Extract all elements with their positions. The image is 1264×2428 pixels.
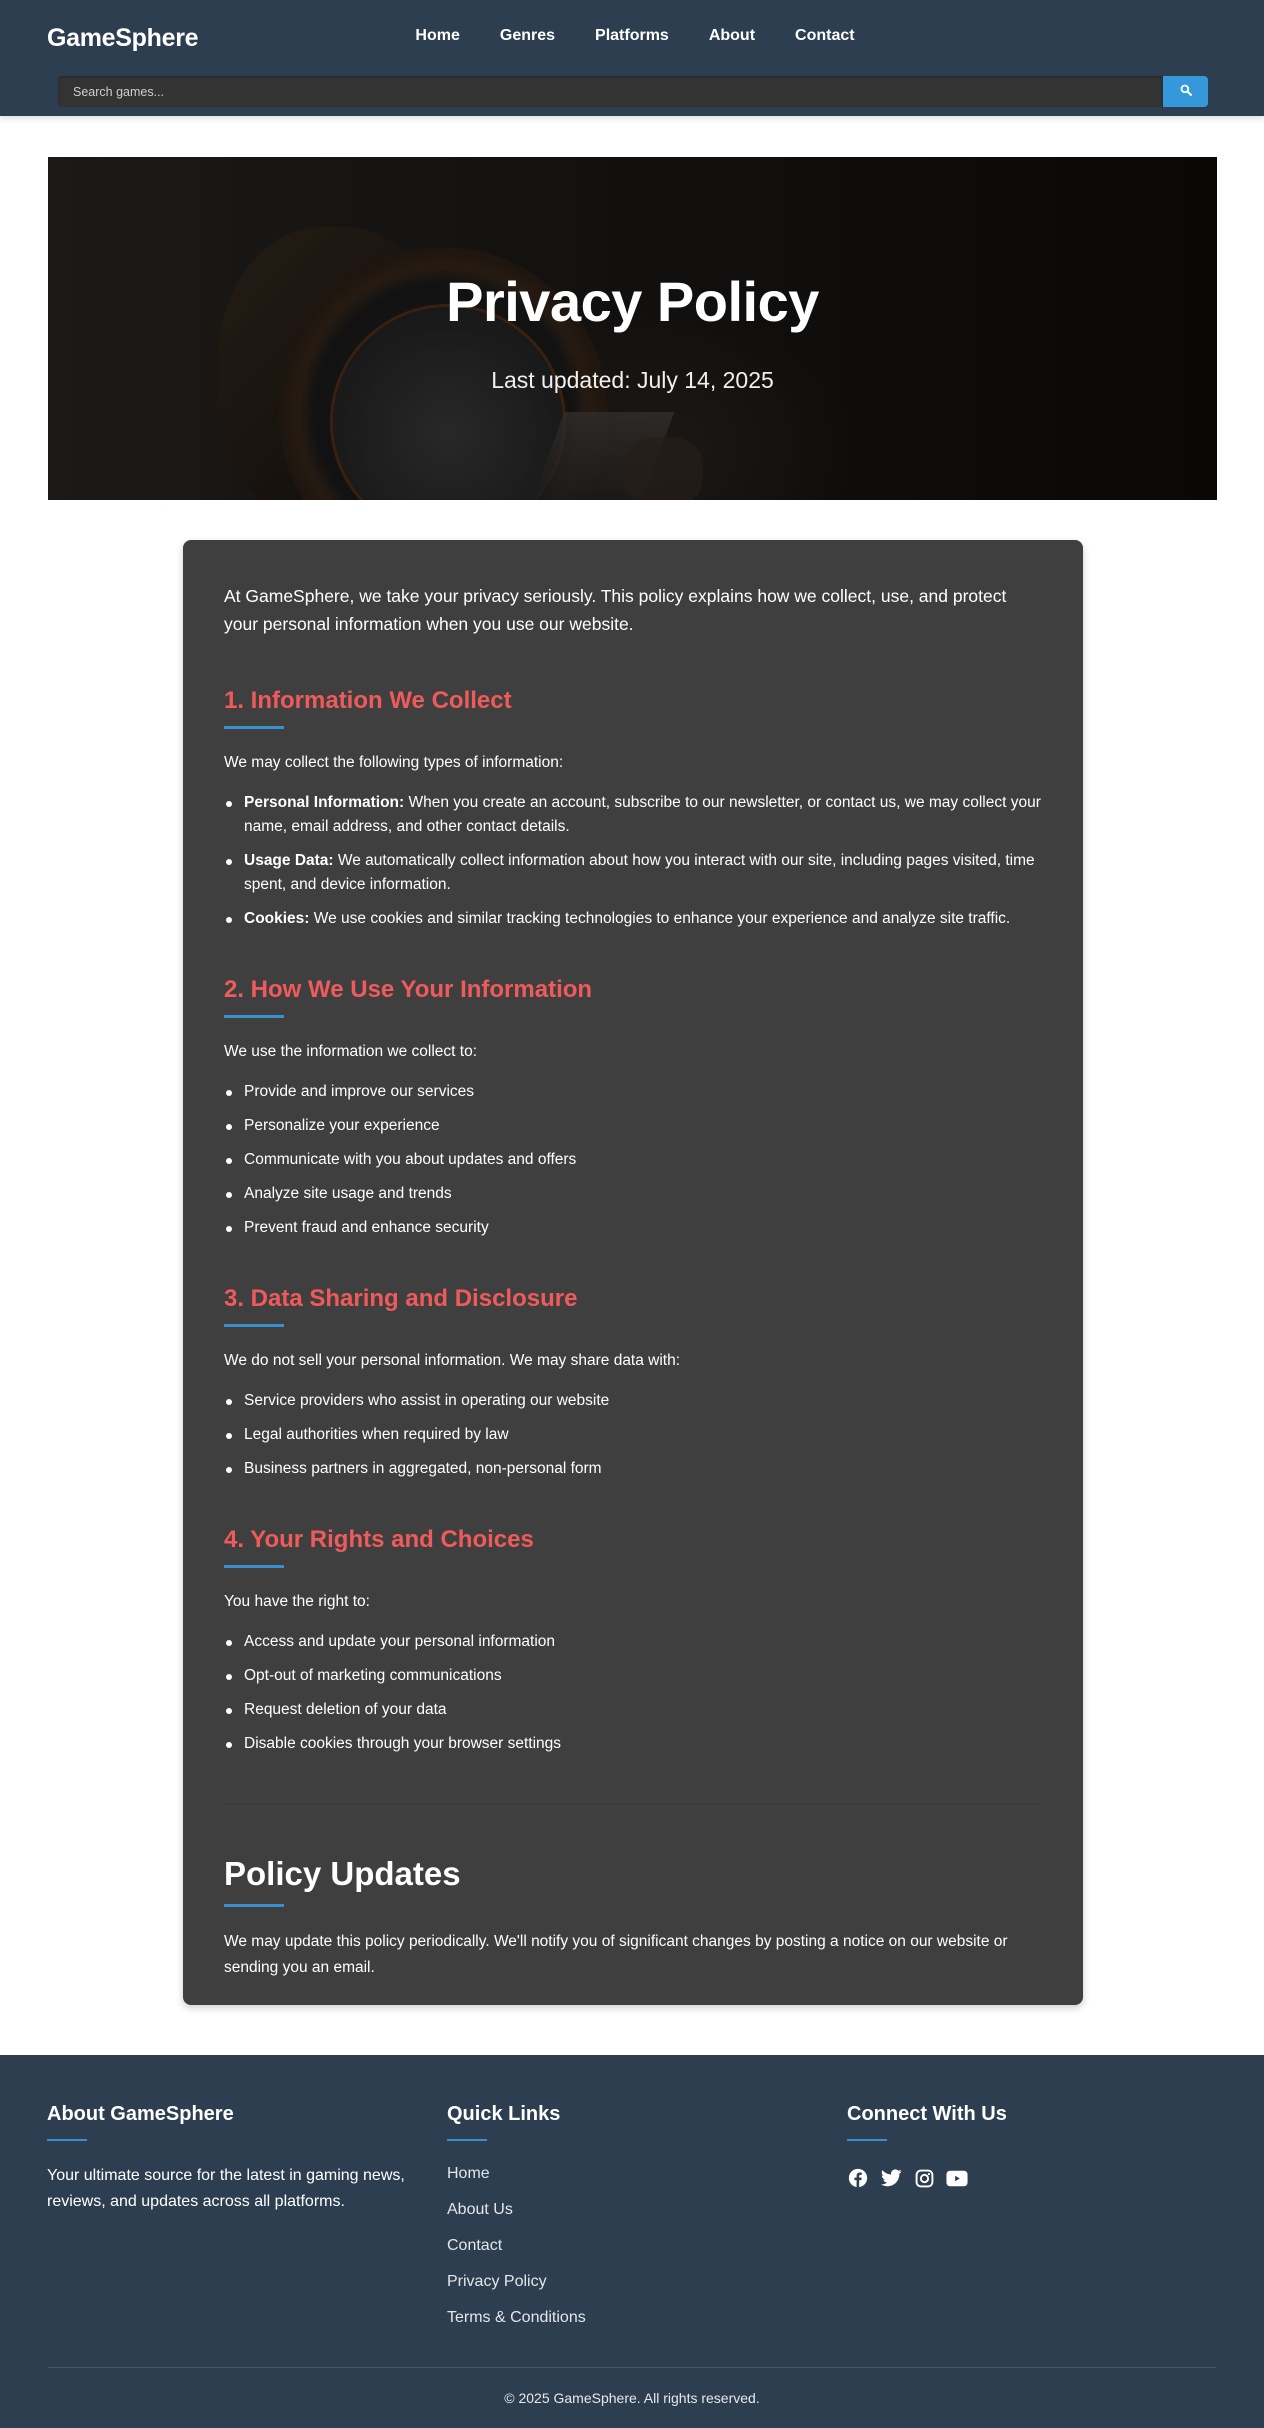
title-underline — [224, 726, 284, 729]
title-underline — [224, 1324, 284, 1327]
updates-text: We may update this policy periodically. We'll notify you of significant changes by posting a notice on our website or sending you an email. — [224, 1933, 1008, 1976]
list-item: Opt-out of marketing communications — [224, 1664, 1042, 1688]
list-item: Business partners in aggregated, non-personal form — [224, 1457, 1042, 1481]
title-underline — [224, 1904, 284, 1907]
title-underline — [47, 2139, 87, 2141]
footer-link-contact[interactable]: Contact — [447, 2237, 503, 2254]
list-item: Personalize your experience — [224, 1114, 1042, 1138]
list-item: Disable cookies through your browser settings — [224, 1732, 1042, 1756]
list-item: Prevent fraud and enhance security — [224, 1216, 1042, 1240]
section-lead: We do not sell your personal information. We may share data with: — [224, 1352, 681, 1369]
section-lead: We use the information we collect to: — [224, 1043, 478, 1060]
footer-links-title: Quick Links — [447, 2103, 561, 2125]
footer-connect-title: Connect With Us — [847, 2103, 1007, 2125]
section-list — [224, 791, 1042, 931]
title-underline — [224, 1015, 284, 1018]
list-item — [224, 849, 1042, 897]
copyright-text: © 2025 GameSphere. All rights reserved. — [504, 2390, 760, 2406]
intro-paragraph: At GameSphere, we take your privacy seriously. This policy explains how we collect, use, and protect your personal information when you use our website. — [224, 586, 1007, 634]
item-text: We automatically collect information about how you interact with our site, including pages visited, time spent, and device information. — [244, 852, 1035, 893]
nav-platforms[interactable]: Platforms — [595, 27, 669, 44]
section-list — [224, 1389, 1042, 1481]
youtube-icon[interactable] — [946, 2167, 968, 2189]
title-underline — [447, 2139, 487, 2141]
search-bar — [58, 76, 1208, 107]
instagram-icon[interactable] — [913, 2167, 935, 2189]
footer-about — [47, 2101, 417, 2215]
section-list — [224, 1630, 1042, 1756]
nav-home[interactable]: Home — [415, 27, 460, 44]
section-policy-updates — [224, 1854, 1042, 1981]
footer-about-text: Your ultimate source for the latest in gaming news, reviews, and updates across all platforms. — [47, 2167, 405, 2210]
list-item: Service providers who assist in operating our website — [224, 1389, 1042, 1413]
footer-link-about-us[interactable]: About Us — [447, 2201, 513, 2218]
search-icon — [1180, 84, 1192, 99]
list-item: Provide and improve our services — [224, 1080, 1042, 1104]
social-links — [847, 2167, 1007, 2189]
footer-about-title: About GameSphere — [47, 2103, 234, 2125]
item-label: Personal Information: — [244, 794, 405, 811]
section-data-sharing — [224, 1284, 1042, 1481]
footer-divider — [48, 2367, 1216, 2368]
section-list — [224, 1080, 1042, 1240]
section-lead: You have the right to: — [224, 1593, 370, 1610]
nav-contact[interactable]: Contact — [795, 27, 855, 44]
title-underline — [224, 1565, 284, 1568]
footer-link-privacy-policy[interactable]: Privacy Policy — [447, 2273, 547, 2290]
section-how-we-use — [224, 975, 1042, 1240]
site-logo[interactable]: GameSphere — [47, 24, 199, 52]
item-text: When you create an account, subscribe to our newsletter, or contact us, we may collect your name, email address, and other contact details. — [244, 794, 1041, 835]
footer-quick-links — [447, 2101, 586, 2343]
section-title: 2. How We Use Your Information — [224, 976, 593, 1003]
footer-connect — [847, 2101, 1007, 2189]
footer-links-list — [447, 2163, 586, 2329]
footer-link-home[interactable]: Home — [447, 2165, 490, 2182]
search-input[interactable] — [58, 76, 1163, 107]
item-label: Usage Data: — [244, 852, 334, 869]
main-nav — [0, 27, 1264, 45]
item-text: We use cookies and similar tracking technologies to enhance your experience and analyze site traffic. — [309, 910, 1011, 927]
section-information-we-collect — [224, 686, 1042, 931]
list-item: Communicate with you about updates and offers — [224, 1148, 1042, 1172]
list-item: Access and update your personal information — [224, 1630, 1042, 1654]
section-your-rights — [224, 1525, 1042, 1756]
section-title: 4. Your Rights and Choices — [224, 1526, 534, 1553]
list-item: Analyze site usage and trends — [224, 1182, 1042, 1206]
list-item: Legal authorities when required by law — [224, 1423, 1042, 1447]
list-item — [224, 791, 1042, 839]
list-item: Request deletion of your data — [224, 1698, 1042, 1722]
search-button[interactable] — [1163, 76, 1208, 107]
site-header — [0, 0, 1264, 116]
list-item — [224, 907, 1042, 931]
section-lead: We may collect the following types of information: — [224, 754, 564, 771]
hero-banner — [48, 157, 1217, 500]
section-divider — [224, 1804, 1042, 1806]
twitter-icon[interactable] — [880, 2167, 902, 2189]
nav-genres[interactable]: Genres — [499, 27, 556, 44]
page-title: Privacy Policy — [446, 270, 819, 333]
section-title: 1. Information We Collect — [224, 687, 512, 714]
updates-title: Policy Updates — [224, 1855, 461, 1892]
item-label: Cookies: — [244, 910, 310, 927]
policy-content — [183, 540, 1083, 2005]
site-footer — [0, 2055, 1264, 2428]
facebook-icon[interactable] — [847, 2167, 869, 2189]
title-underline — [847, 2139, 887, 2141]
footer-link-terms[interactable]: Terms & Conditions — [447, 2309, 586, 2326]
last-updated: Last updated: July 14, 2025 — [491, 367, 774, 393]
nav-about[interactable]: About — [708, 27, 756, 44]
section-title: 3. Data Sharing and Disclosure — [224, 1285, 578, 1312]
